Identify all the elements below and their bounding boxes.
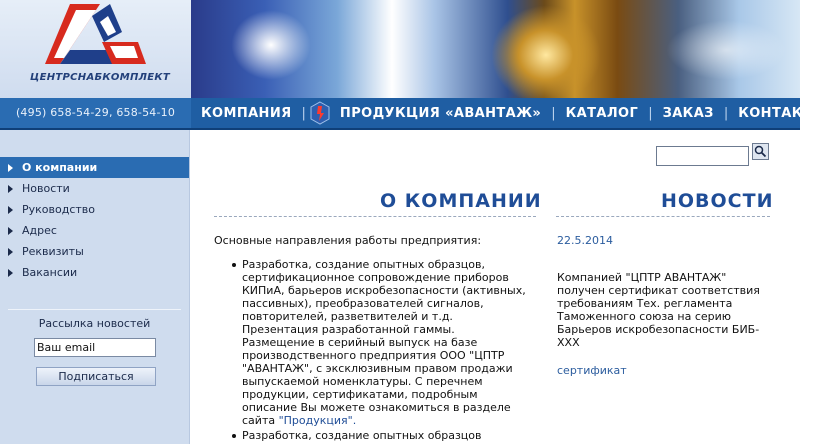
list-item: [242, 429, 527, 442]
newsletter-title: Рассылка новостей: [38, 317, 151, 330]
nav-item-company[interactable]: КОМПАНИЯ: [201, 105, 292, 121]
about-title: О КОМПАНИИ: [380, 190, 542, 212]
sidebar-item-label: Адрес: [22, 224, 57, 237]
news-divider: [556, 216, 770, 217]
product-logo-icon: [310, 101, 330, 125]
nav-item-contact[interactable]: КОНТАКТ: [738, 105, 812, 121]
sidebar-item-about[interactable]: [0, 157, 189, 178]
list-item: [242, 258, 527, 427]
search-input[interactable]: [656, 146, 749, 166]
nav-item-catalog[interactable]: КАТАЛОГ: [565, 105, 639, 121]
nav-item-products[interactable]: ПРОДУКЦИЯ «АВАНТАЖ»: [339, 105, 542, 121]
nav-separator: |: [301, 105, 306, 121]
arrow-right-icon: [8, 227, 13, 235]
logo-text: ЦЕНТРСНАБКОМПЛЕКТ: [30, 72, 170, 83]
search-button[interactable]: [752, 143, 769, 160]
arrow-right-icon: [8, 164, 13, 172]
arrow-right-icon: [8, 206, 13, 214]
sidebar-item-label: Новости: [22, 182, 70, 195]
email-field[interactable]: [34, 338, 156, 357]
sidebar-item-management[interactable]: [0, 199, 189, 220]
nav-menu: [191, 98, 822, 128]
about-list: [242, 258, 527, 444]
list-item-text: Разработка, создание опытных образцов: [242, 429, 482, 442]
nav-item-order[interactable]: ЗАКАЗ: [662, 105, 714, 121]
nav-separator: |: [551, 105, 556, 121]
arrow-right-icon: [8, 185, 13, 193]
sidebar-item-vacancies[interactable]: [0, 262, 189, 283]
products-link[interactable]: "Продукция".: [278, 414, 357, 427]
news-text: Компанией "ЦПТР АВАНТАЖ" получен сертификат соответствия требованиям Тех. регламента Таможенного союза на серию Барьеров искробезопасности БИБ-ХХХ: [557, 271, 760, 349]
subscribe-button[interactable]: Подписаться: [36, 367, 156, 386]
news-title: НОВОСТИ: [661, 190, 774, 212]
nav-separator: |: [723, 105, 729, 121]
sidebar-item-news[interactable]: [0, 178, 189, 199]
main-nav: [0, 98, 812, 130]
sidebar-nav: [0, 157, 189, 283]
certificate-link[interactable]: сертификат: [557, 364, 627, 377]
sidebar: [0, 130, 190, 444]
search-icon: [753, 144, 768, 159]
nav-separator: |: [648, 105, 653, 121]
news-date: 22.5.2014: [557, 234, 613, 247]
list-item-text: Разработка, создание опытных образцов, сертификационное сопровождение приборов КИПиА, барьеров искробезопасности (активных, пассивных), преобразователей сигналов, повторителей, разветвителей и т.д. Презентация разработанной гаммы. Размещение в серийный выпуск на базе производственного предприятия ООО "ЦПТР "АВАНТАЖ", с эксклюзивным правом продажи выпускаемой номенклатуры. С перечнем продукции, сертификатами, подробным описание Вы можете ознакомиться в разделе сайта: [242, 258, 526, 427]
logo[interactable]: [0, 0, 191, 98]
header-banner-image: [191, 0, 800, 98]
sidebar-item-requisites[interactable]: [0, 241, 189, 262]
arrow-right-icon: [8, 269, 13, 277]
about-divider: [214, 216, 536, 217]
newsletter-box: [8, 309, 181, 400]
about-intro: Основные направления работы предприятия:: [214, 234, 482, 247]
sidebar-item-label: Вакансии: [22, 266, 78, 279]
logo-mark-icon: [40, 2, 150, 72]
sidebar-item-label: Реквизиты: [22, 245, 84, 258]
site-header: [0, 0, 800, 98]
sidebar-item-address[interactable]: [0, 220, 189, 241]
sidebar-item-label: О компании: [22, 161, 98, 174]
arrow-right-icon: [8, 248, 13, 256]
sidebar-item-label: Руководство: [22, 203, 96, 216]
phone-number: (495) 658-54-29, 658-54-10: [0, 98, 191, 128]
